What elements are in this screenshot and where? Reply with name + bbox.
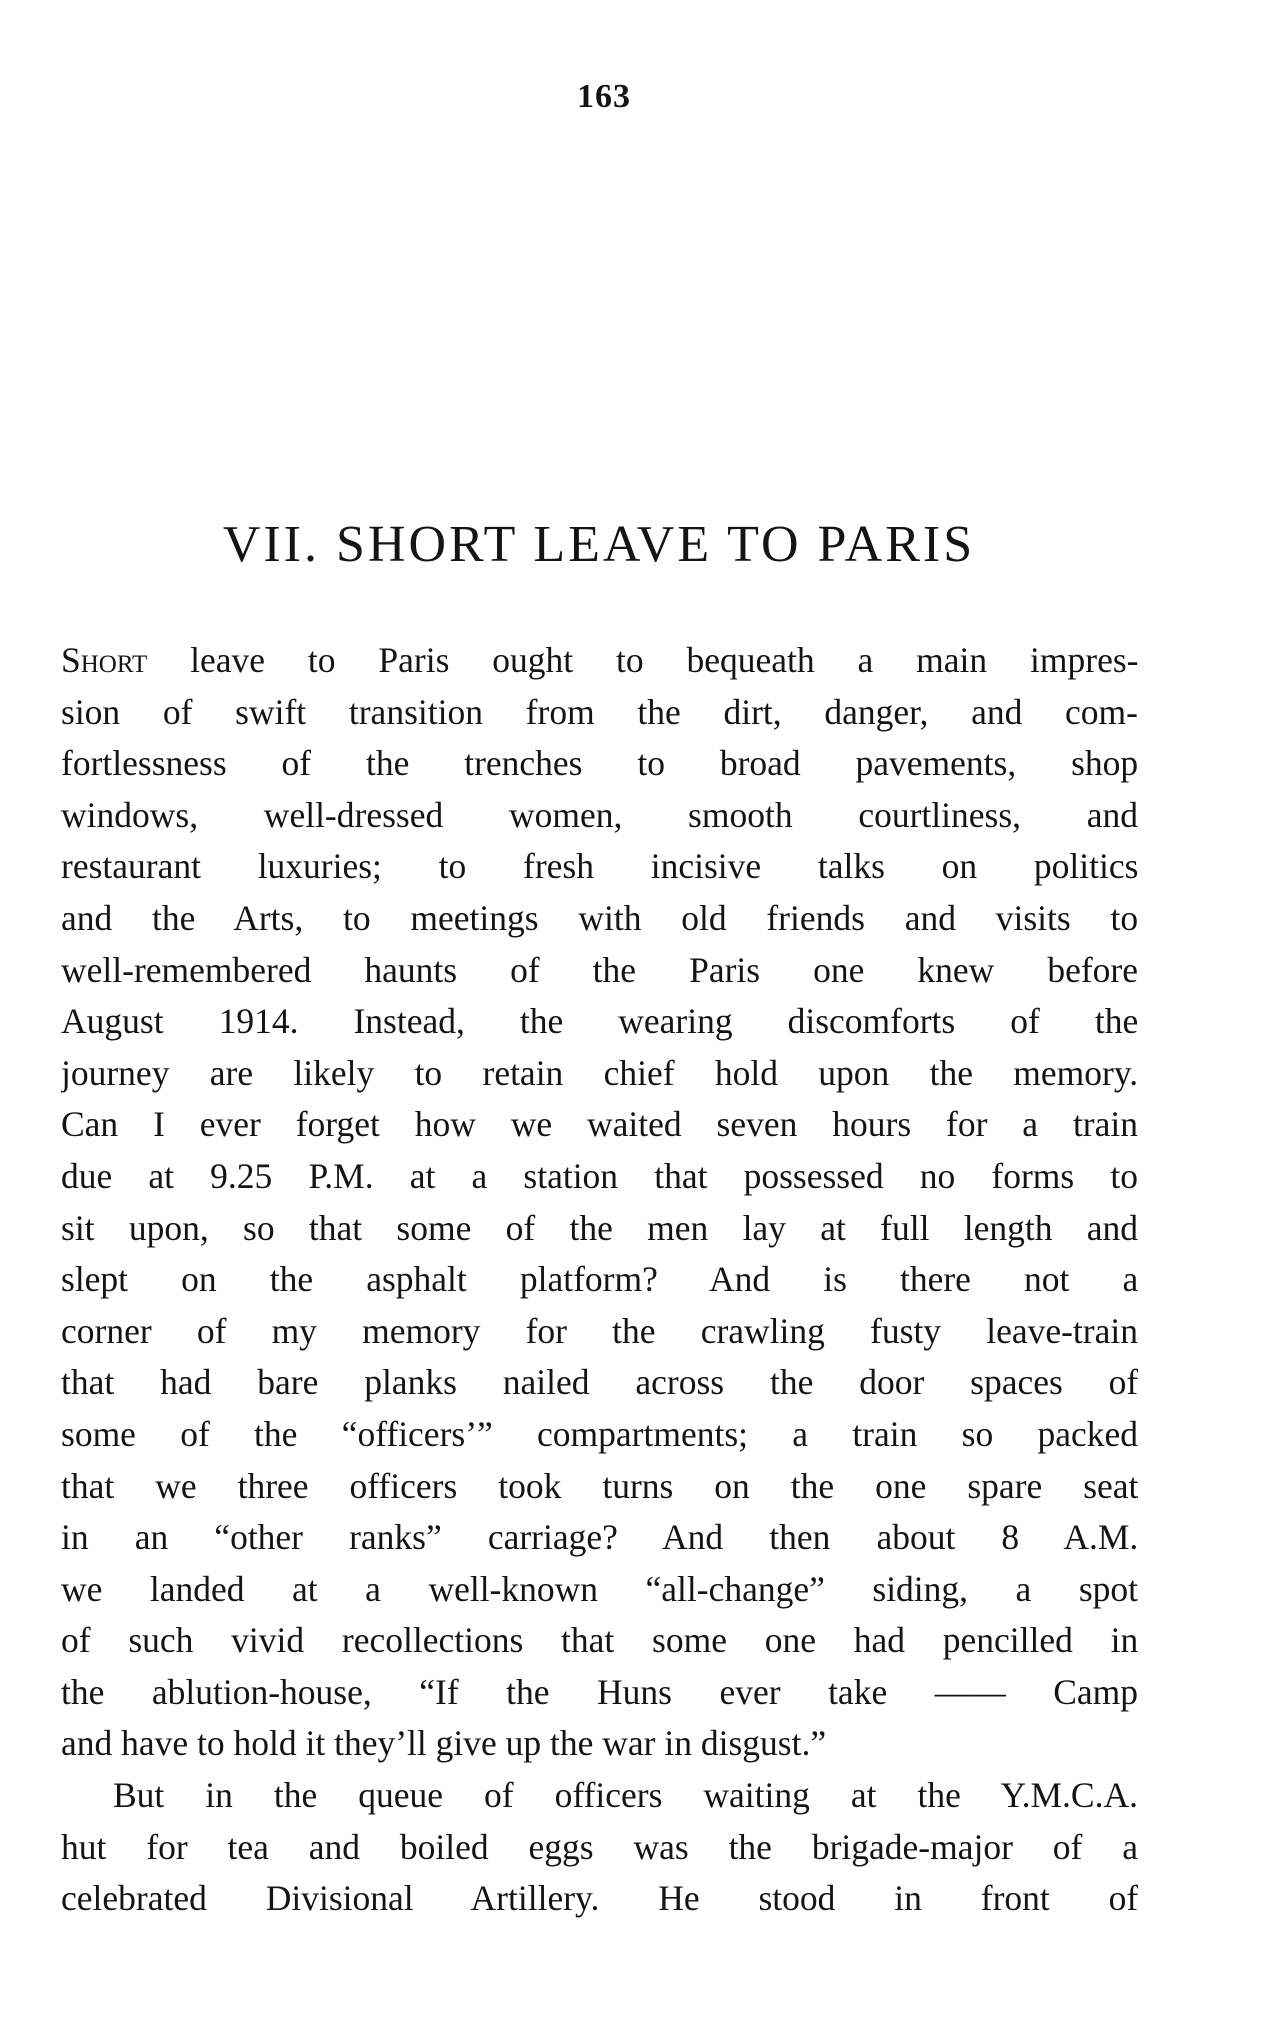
text-line: fortlessness of the trenches to broad pavements, shop: [61, 743, 1138, 784]
text-line: the ablution-house, “If the Huns ever take —— Camp: [61, 1671, 1138, 1712]
text-line: sion of swift transition from the dirt, danger, and com-: [61, 691, 1138, 732]
text-line: restaurant luxuries; to fresh incisive talks on politics: [61, 846, 1138, 887]
text-line: that had bare planks nailed across the door spaces of: [61, 1362, 1138, 1403]
paragraph-1: [61, 635, 1138, 1770]
text-line: due at 9.25 P.M. at a station that possessed no forms to: [61, 1155, 1138, 1196]
paragraph-2: [61, 1770, 1138, 1925]
text-line: journey are likely to retain chief hold upon the memory.: [61, 1052, 1138, 1093]
text-line: and the Arts, to meetings with old friends and visits to: [61, 897, 1138, 938]
text-line: windows, well-dressed women, smooth courtliness, and: [61, 794, 1138, 835]
text-line: of such vivid recollections that some one had pencilled in: [61, 1620, 1138, 1661]
text-line: sit upon, so that some of the men lay at full length and: [61, 1207, 1138, 1248]
page-number: 163: [577, 78, 631, 115]
text-line: [61, 635, 1138, 687]
text-line: well-remembered haunts of the Paris one knew before: [61, 949, 1138, 990]
text-line: in an “other ranks” carriage? And then about 8 A.M.: [61, 1517, 1138, 1558]
text-line: that we three officers took turns on the one spare seat: [61, 1465, 1138, 1506]
text-line: August 1914. Instead, the wearing discomforts of the: [61, 1001, 1138, 1042]
text-line: and have to hold it they’ll give up the war in disgust.”: [61, 1723, 827, 1764]
text-line: But in the queue of officers waiting at the Y.M.C.A.: [113, 1775, 1138, 1816]
text-line: corner of my memory for the crawling fusty leave-train: [61, 1310, 1138, 1351]
opening-word: Short: [61, 640, 148, 680]
chapter-title: VII. SHORT LEAVE TO PARIS: [222, 516, 976, 573]
text-line: some of the “officers’” compartments; a train so packed: [61, 1413, 1138, 1454]
body-text: [61, 635, 1138, 1925]
text-line: slept on the asphalt platform? And is there not a: [61, 1259, 1138, 1300]
text-line-rest: leave to Paris ought to bequeath a main impres-: [147, 640, 1138, 680]
text-line: we landed at a well-known “all-change” siding, a spot: [61, 1568, 1138, 1609]
text-line: Can I ever forget how we waited seven hours for a train: [61, 1104, 1138, 1145]
text-line: hut for tea and boiled eggs was the brigade-major of a: [61, 1826, 1138, 1867]
text-line: celebrated Divisional Artillery. He stood in front of: [61, 1878, 1138, 1919]
